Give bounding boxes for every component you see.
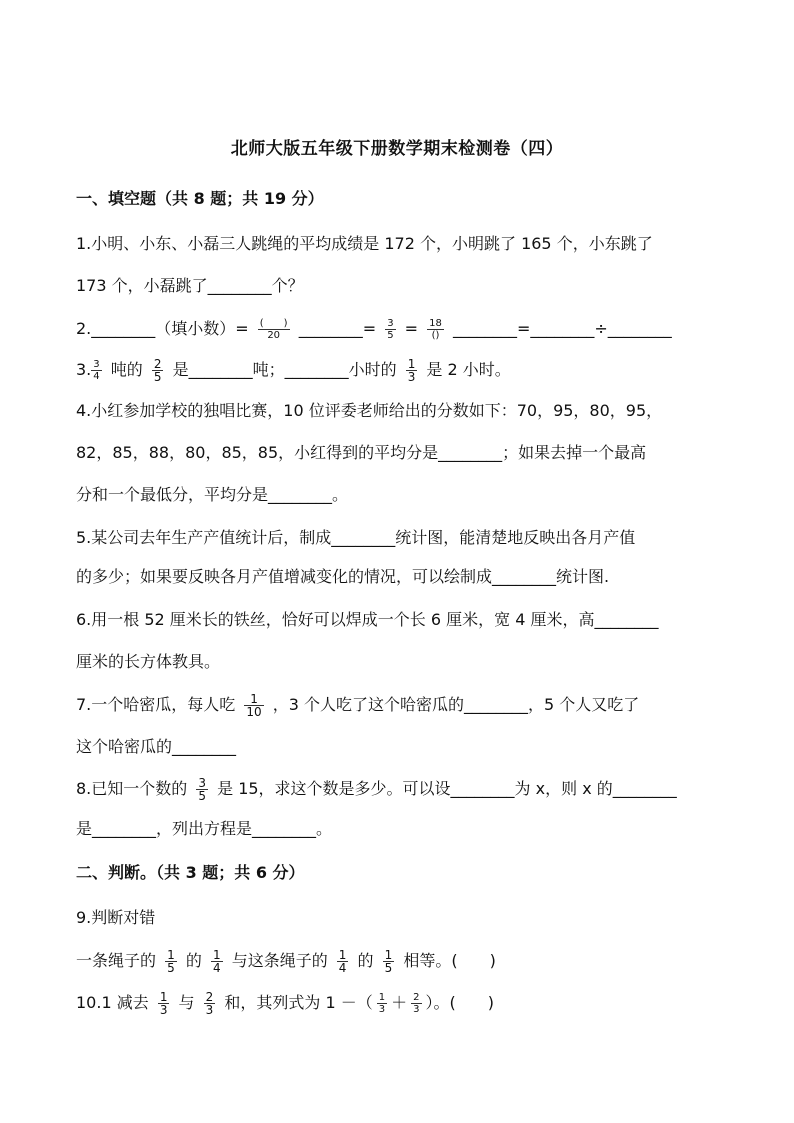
q2-fraction-3: [427, 318, 444, 341]
q10-text-b: 与: [178, 993, 195, 1012]
q7-f-numerator: 1: [244, 693, 263, 706]
q8-fraction: [196, 777, 208, 802]
q3-fraction-1: [91, 359, 101, 382]
question-3: [76, 358, 718, 383]
q9-f1-numerator: 1: [167, 948, 175, 962]
question-9-statement: [76, 949, 718, 974]
q2-text-c: =: [404, 319, 419, 338]
q10-f4-numerator: 2: [413, 992, 420, 1003]
q10-text-a: 10.1 减去: [76, 993, 149, 1012]
q9-f2-denominator: 4: [212, 961, 221, 975]
q10-f3-denominator: 3: [378, 1004, 386, 1015]
q10-f1-numerator: 1: [159, 990, 168, 1004]
question-5-line-2: 的多少；如果要反映各月产值增减变化的情况，可以绘制成________统计图.: [76, 567, 610, 586]
q7-text-b: ，3 个人吃了这个哈密瓜的________，5 个人又吃了: [272, 695, 640, 714]
q2-f3-numerator: 18: [429, 318, 442, 329]
q2-f3-denominator: (): [431, 330, 440, 341]
q8-text-b: 是 15，求这个数是多少。可以设________为 x，则 x 的________: [217, 779, 677, 798]
question-5-line-1: 5.某公司去年生产产值统计后，制成________统计图，能清楚地反映出各月产值: [76, 528, 636, 547]
q9-text-e: 相等。( ): [403, 951, 496, 970]
q3-text-b: 吨的: [110, 360, 143, 379]
question-6-line-2: 厘米的长方体教具。: [76, 652, 221, 671]
q9-text-b: 的: [185, 951, 202, 970]
q10-f4-denominator: 3: [413, 1004, 420, 1015]
q3-f2-denominator: 5: [153, 370, 162, 384]
q9-fraction-1: [165, 949, 177, 974]
q2-f2-denominator: 5: [387, 330, 394, 341]
q10-f2-numerator: 2: [205, 990, 214, 1004]
q3-f1-numerator: 3: [93, 359, 100, 370]
q2-text-b: ________=: [298, 319, 377, 338]
question-4-line-2: 82，85，88，80，85，85，小红得到的平均分是________；如果去掉一个最高: [76, 443, 647, 462]
q3-fraction-2: [152, 358, 164, 383]
q7-text-a: 7.一个哈密瓜，每人吃: [76, 695, 236, 714]
q2-fraction-2: [385, 318, 395, 341]
question-10: [76, 991, 718, 1016]
q9-f3-numerator: 1: [338, 948, 347, 962]
q8-f-numerator: 3: [198, 776, 207, 790]
question-1-line-1: 1.小明、小东、小磊三人跳绳的平均成绩是 172 个，小明跳了 165 个，小东跳了: [76, 234, 653, 253]
question-1-line-2: 173 个，小磊跳了________个？: [76, 276, 304, 295]
q10-f2-denominator: 3: [205, 1003, 214, 1017]
q9-f4-denominator: 5: [384, 961, 393, 975]
question-8-line-2: 是________，列出方程是________。: [76, 819, 333, 838]
q10-text-e: ）。( ): [425, 993, 495, 1012]
q7-fraction: [244, 693, 263, 718]
q2-text-a: 2.________（填小数）=: [76, 319, 249, 338]
q9-f1-denominator: 5: [167, 961, 175, 975]
q3-text-a: 3.: [76, 360, 92, 379]
q9-fraction-4: [383, 949, 395, 974]
q9-text-c: 与这条绳子的: [231, 951, 328, 970]
q7-f-denominator: 10: [246, 705, 262, 719]
page-title: 北师大版五年级下册数学期末检测卷（四）: [230, 139, 564, 159]
question-4-line-3: 分和一个最低分，平均分是________。: [76, 485, 349, 504]
question-6-line-1: 6.用一根 52 厘米长的铁丝，恰好可以焊成一个长 6 厘米，宽 4 厘米，高________: [76, 610, 659, 629]
q3-f3-numerator: 1: [407, 357, 416, 371]
q2-f2-numerator: 3: [387, 318, 394, 329]
q9-text-d: 的: [357, 951, 374, 970]
question-4-line-1: 4.小红参加学校的独唱比赛，10 位评委老师给出的分数如下：70，95，80，95，: [76, 401, 663, 420]
q3-text-d: 是 2 小时。: [426, 360, 511, 379]
q9-f4-numerator: 1: [384, 948, 393, 962]
q9-fraction-2: [211, 949, 223, 974]
q3-f3-denominator: 3: [407, 370, 416, 384]
q8-text-a: 8.已知一个数的: [76, 779, 188, 798]
q10-fraction-3: [377, 992, 387, 1015]
q2-fraction-1: [258, 318, 290, 341]
q10-text-d: ＋: [391, 993, 408, 1012]
question-2: [76, 318, 718, 341]
question-7-line-1: [76, 693, 718, 718]
q2-text-d: ________=________÷________: [452, 319, 672, 338]
q10-text-c: 和，其列式为 1 －（: [224, 993, 373, 1012]
question-8-line-1: [76, 777, 718, 802]
q3-fraction-3: [406, 358, 418, 383]
q9-fraction-3: [337, 949, 349, 974]
section-heading-fill-blank: 一、填空题（共 8 题；共 19 分）: [76, 189, 324, 208]
q3-f2-numerator: 2: [153, 357, 162, 371]
q10-fraction-1: [158, 991, 170, 1016]
question-7-line-2: 这个哈密瓜的________: [76, 737, 237, 756]
q3-text-c: 是________吨；________小时的: [172, 360, 397, 379]
q10-f1-denominator: 3: [159, 1003, 168, 1017]
q9-f2-numerator: 1: [212, 948, 221, 962]
q10-fraction-4: [411, 992, 421, 1015]
question-9-heading: 9.判断对错: [76, 908, 156, 927]
q9-f3-denominator: 4: [338, 961, 347, 975]
q9-text-a: 一条绳子的: [76, 951, 157, 970]
q2-f1-numerator: ( ): [259, 318, 288, 329]
q2-f1-denominator: 20: [267, 330, 281, 341]
q10-f3-numerator: 1: [378, 992, 386, 1003]
q10-fraction-2: [204, 991, 216, 1016]
q8-f-denominator: 5: [198, 789, 207, 803]
section-heading-judge: 二、判断。（共 3 题；共 6 分）: [76, 863, 305, 882]
q3-f1-denominator: 4: [93, 371, 100, 382]
